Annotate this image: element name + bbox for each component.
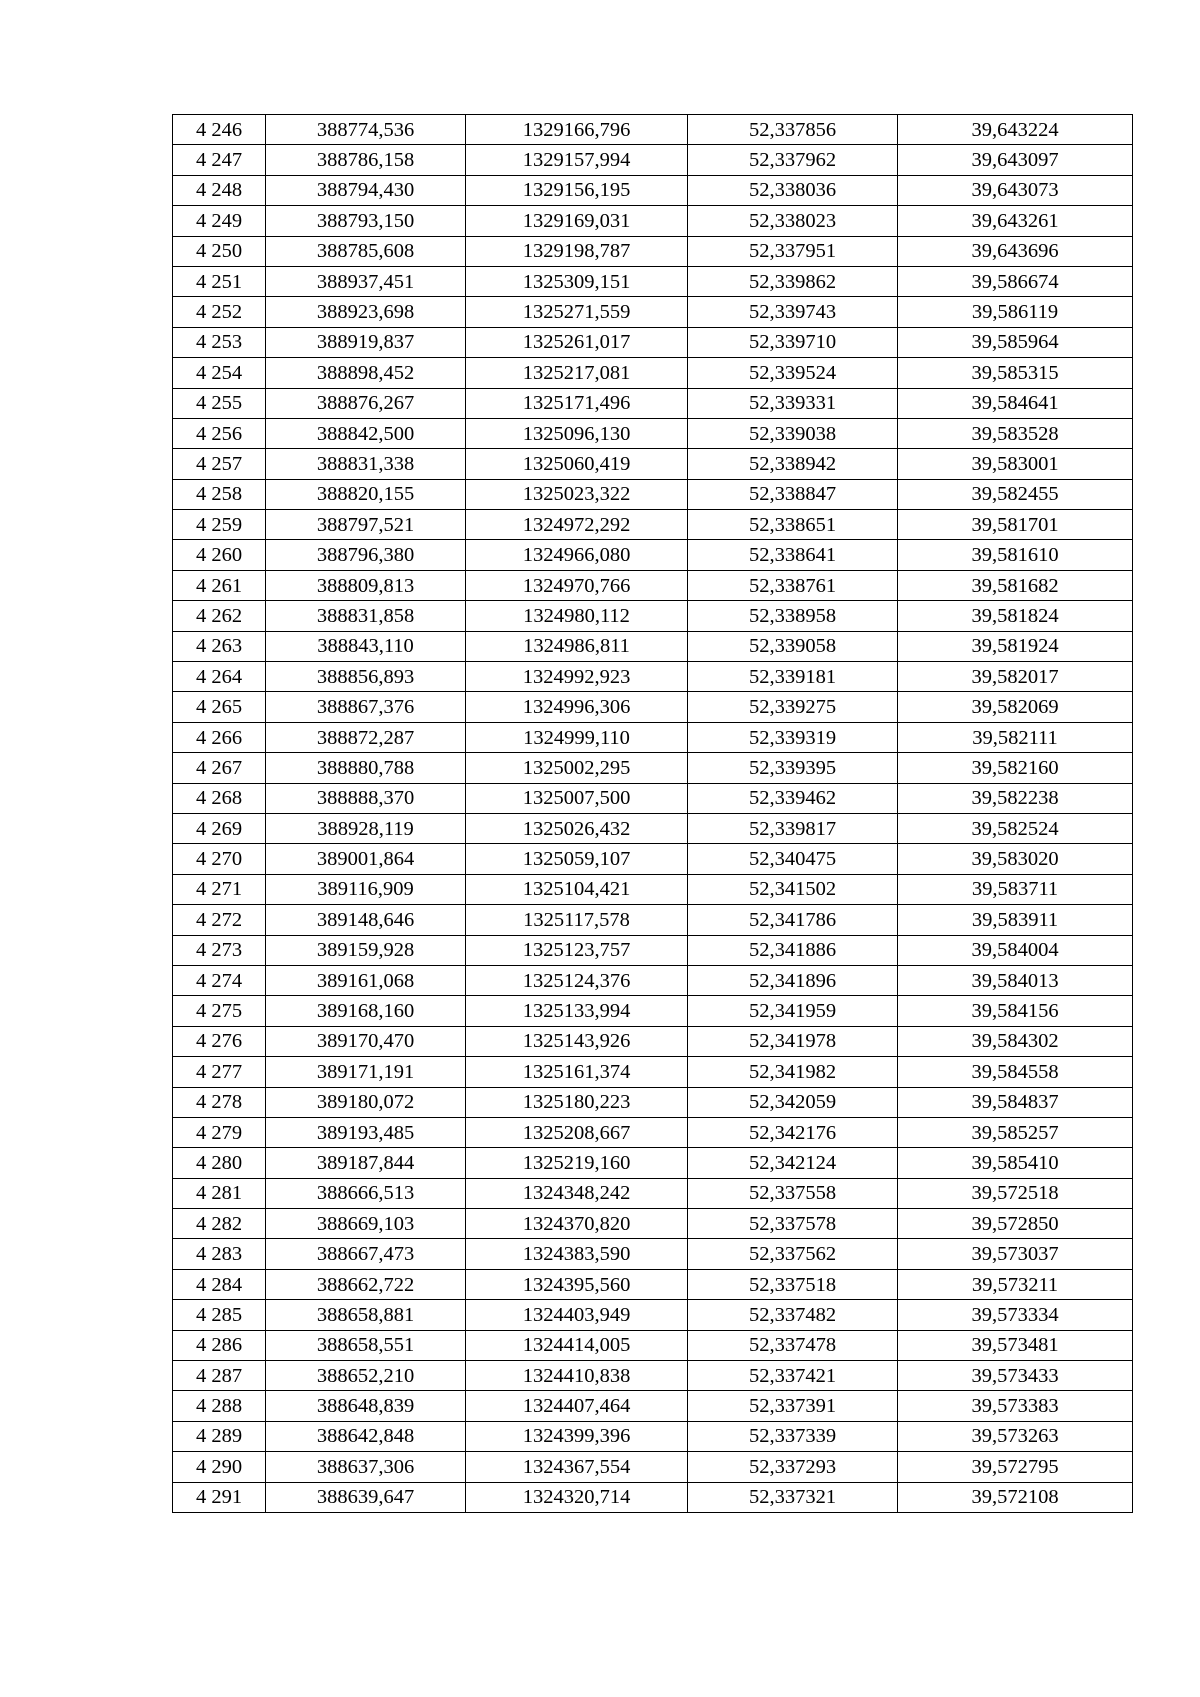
latitude-cell: 52,339058 <box>688 631 898 661</box>
y-coordinate-cell: 1324320,714 <box>466 1482 688 1512</box>
longitude-cell: 39,582017 <box>898 662 1133 692</box>
longitude-cell: 39,583528 <box>898 418 1133 448</box>
longitude-cell: 39,586674 <box>898 266 1133 296</box>
y-coordinate-cell: 1325271,559 <box>466 297 688 327</box>
longitude-cell: 39,585410 <box>898 1148 1133 1178</box>
x-coordinate-cell: 389168,160 <box>266 996 466 1026</box>
table-row <box>173 540 1133 570</box>
point-number-cell: 4 266 <box>173 722 266 752</box>
latitude-cell: 52,337962 <box>688 145 898 175</box>
longitude-cell: 39,573383 <box>898 1391 1133 1421</box>
point-number-cell: 4 263 <box>173 631 266 661</box>
table-row <box>173 206 1133 236</box>
table-row <box>173 115 1133 145</box>
longitude-cell: 39,582069 <box>898 692 1133 722</box>
table-row <box>173 631 1133 661</box>
x-coordinate-cell: 389161,068 <box>266 965 466 995</box>
y-coordinate-cell: 1325023,322 <box>466 479 688 509</box>
y-coordinate-cell: 1324410,838 <box>466 1361 688 1391</box>
y-coordinate-cell: 1325143,926 <box>466 1026 688 1056</box>
table-row <box>173 145 1133 175</box>
longitude-cell: 39,582160 <box>898 753 1133 783</box>
table-row <box>173 1209 1133 1239</box>
latitude-cell: 52,338036 <box>688 175 898 205</box>
y-coordinate-cell: 1324992,923 <box>466 662 688 692</box>
longitude-cell: 39,584156 <box>898 996 1133 1026</box>
y-coordinate-cell: 1325104,421 <box>466 874 688 904</box>
latitude-cell: 52,339331 <box>688 388 898 418</box>
y-coordinate-cell: 1325208,667 <box>466 1117 688 1147</box>
longitude-cell: 39,572518 <box>898 1178 1133 1208</box>
point-number-cell: 4 251 <box>173 266 266 296</box>
x-coordinate-cell: 388642,848 <box>266 1421 466 1451</box>
x-coordinate-cell: 388652,210 <box>266 1361 466 1391</box>
x-coordinate-cell: 388876,267 <box>266 388 466 418</box>
x-coordinate-cell: 389171,191 <box>266 1057 466 1087</box>
table-row <box>173 510 1133 540</box>
point-number-cell: 4 285 <box>173 1300 266 1330</box>
x-coordinate-cell: 388867,376 <box>266 692 466 722</box>
y-coordinate-cell: 1324383,590 <box>466 1239 688 1269</box>
y-coordinate-cell: 1325060,419 <box>466 449 688 479</box>
point-number-cell: 4 279 <box>173 1117 266 1147</box>
x-coordinate-cell: 388666,513 <box>266 1178 466 1208</box>
point-number-cell: 4 290 <box>173 1452 266 1482</box>
point-number-cell: 4 254 <box>173 358 266 388</box>
latitude-cell: 52,341502 <box>688 874 898 904</box>
point-number-cell: 4 246 <box>173 115 266 145</box>
latitude-cell: 52,339038 <box>688 418 898 448</box>
y-coordinate-cell: 1324348,242 <box>466 1178 688 1208</box>
y-coordinate-cell: 1324999,110 <box>466 722 688 752</box>
x-coordinate-cell: 389170,470 <box>266 1026 466 1056</box>
y-coordinate-cell: 1324395,560 <box>466 1269 688 1299</box>
latitude-cell: 52,337482 <box>688 1300 898 1330</box>
longitude-cell: 39,584004 <box>898 935 1133 965</box>
point-number-cell: 4 253 <box>173 327 266 357</box>
x-coordinate-cell: 388786,158 <box>266 145 466 175</box>
x-coordinate-cell: 388785,608 <box>266 236 466 266</box>
table-row <box>173 1269 1133 1299</box>
point-number-cell: 4 276 <box>173 1026 266 1056</box>
y-coordinate-cell: 1329156,195 <box>466 175 688 205</box>
table-row <box>173 874 1133 904</box>
latitude-cell: 52,339462 <box>688 783 898 813</box>
point-number-cell: 4 273 <box>173 935 266 965</box>
table-row <box>173 783 1133 813</box>
table-row <box>173 297 1133 327</box>
table-row <box>173 1148 1133 1178</box>
longitude-cell: 39,643073 <box>898 175 1133 205</box>
x-coordinate-cell: 388648,839 <box>266 1391 466 1421</box>
y-coordinate-cell: 1325261,017 <box>466 327 688 357</box>
table-row <box>173 965 1133 995</box>
latitude-cell: 52,337518 <box>688 1269 898 1299</box>
x-coordinate-cell: 388794,430 <box>266 175 466 205</box>
longitude-cell: 39,583020 <box>898 844 1133 874</box>
y-coordinate-cell: 1325002,295 <box>466 753 688 783</box>
latitude-cell: 52,341886 <box>688 935 898 965</box>
point-number-cell: 4 271 <box>173 874 266 904</box>
latitude-cell: 52,339275 <box>688 692 898 722</box>
longitude-cell: 39,582111 <box>898 722 1133 752</box>
longitude-cell: 39,582238 <box>898 783 1133 813</box>
y-coordinate-cell: 1325171,496 <box>466 388 688 418</box>
longitude-cell: 39,584302 <box>898 1026 1133 1056</box>
longitude-cell: 39,643224 <box>898 115 1133 145</box>
longitude-cell: 39,586119 <box>898 297 1133 327</box>
longitude-cell: 39,585315 <box>898 358 1133 388</box>
longitude-cell: 39,573211 <box>898 1269 1133 1299</box>
table-row <box>173 449 1133 479</box>
longitude-cell: 39,573334 <box>898 1300 1133 1330</box>
longitude-cell: 39,573481 <box>898 1330 1133 1360</box>
longitude-cell: 39,581924 <box>898 631 1133 661</box>
table-row <box>173 722 1133 752</box>
y-coordinate-cell: 1325096,130 <box>466 418 688 448</box>
x-coordinate-cell: 388919,837 <box>266 327 466 357</box>
coordinates-table-body <box>173 115 1133 1513</box>
y-coordinate-cell: 1325309,151 <box>466 266 688 296</box>
latitude-cell: 52,337558 <box>688 1178 898 1208</box>
table-row <box>173 1026 1133 1056</box>
x-coordinate-cell: 388831,858 <box>266 601 466 631</box>
latitude-cell: 52,337856 <box>688 115 898 145</box>
point-number-cell: 4 252 <box>173 297 266 327</box>
table-row <box>173 1178 1133 1208</box>
table-row <box>173 1421 1133 1451</box>
x-coordinate-cell: 388937,451 <box>266 266 466 296</box>
longitude-cell: 39,582524 <box>898 813 1133 843</box>
y-coordinate-cell: 1324980,112 <box>466 601 688 631</box>
latitude-cell: 52,341896 <box>688 965 898 995</box>
table-row <box>173 236 1133 266</box>
longitude-cell: 39,572850 <box>898 1209 1133 1239</box>
longitude-cell: 39,581610 <box>898 540 1133 570</box>
longitude-cell: 39,572795 <box>898 1452 1133 1482</box>
latitude-cell: 52,337951 <box>688 236 898 266</box>
y-coordinate-cell: 1325059,107 <box>466 844 688 874</box>
y-coordinate-cell: 1325180,223 <box>466 1087 688 1117</box>
latitude-cell: 52,337391 <box>688 1391 898 1421</box>
point-number-cell: 4 281 <box>173 1178 266 1208</box>
x-coordinate-cell: 388928,119 <box>266 813 466 843</box>
table-row <box>173 1391 1133 1421</box>
table-row <box>173 479 1133 509</box>
x-coordinate-cell: 389159,928 <box>266 935 466 965</box>
longitude-cell: 39,583001 <box>898 449 1133 479</box>
y-coordinate-cell: 1325007,500 <box>466 783 688 813</box>
point-number-cell: 4 288 <box>173 1391 266 1421</box>
x-coordinate-cell: 389001,864 <box>266 844 466 874</box>
latitude-cell: 52,338958 <box>688 601 898 631</box>
point-number-cell: 4 274 <box>173 965 266 995</box>
latitude-cell: 52,339862 <box>688 266 898 296</box>
table-row <box>173 327 1133 357</box>
x-coordinate-cell: 388639,647 <box>266 1482 466 1512</box>
table-row <box>173 1482 1133 1512</box>
point-number-cell: 4 256 <box>173 418 266 448</box>
x-coordinate-cell: 388658,551 <box>266 1330 466 1360</box>
longitude-cell: 39,583911 <box>898 905 1133 935</box>
x-coordinate-cell: 388667,473 <box>266 1239 466 1269</box>
y-coordinate-cell: 1325161,374 <box>466 1057 688 1087</box>
coordinates-table <box>172 114 1133 1513</box>
y-coordinate-cell: 1329166,796 <box>466 115 688 145</box>
latitude-cell: 52,337421 <box>688 1361 898 1391</box>
table-row <box>173 388 1133 418</box>
y-coordinate-cell: 1329198,787 <box>466 236 688 266</box>
point-number-cell: 4 248 <box>173 175 266 205</box>
latitude-cell: 52,337478 <box>688 1330 898 1360</box>
longitude-cell: 39,581701 <box>898 510 1133 540</box>
x-coordinate-cell: 388856,893 <box>266 662 466 692</box>
longitude-cell: 39,573433 <box>898 1361 1133 1391</box>
x-coordinate-cell: 388820,155 <box>266 479 466 509</box>
longitude-cell: 39,584558 <box>898 1057 1133 1087</box>
latitude-cell: 52,339181 <box>688 662 898 692</box>
point-number-cell: 4 264 <box>173 662 266 692</box>
y-coordinate-cell: 1324403,949 <box>466 1300 688 1330</box>
table-row <box>173 813 1133 843</box>
point-number-cell: 4 258 <box>173 479 266 509</box>
table-row <box>173 418 1133 448</box>
table-row <box>173 692 1133 722</box>
point-number-cell: 4 259 <box>173 510 266 540</box>
longitude-cell: 39,643097 <box>898 145 1133 175</box>
longitude-cell: 39,643696 <box>898 236 1133 266</box>
y-coordinate-cell: 1324972,292 <box>466 510 688 540</box>
latitude-cell: 52,339710 <box>688 327 898 357</box>
x-coordinate-cell: 388796,380 <box>266 540 466 570</box>
x-coordinate-cell: 389116,909 <box>266 874 466 904</box>
y-coordinate-cell: 1325133,994 <box>466 996 688 1026</box>
table-row <box>173 1087 1133 1117</box>
latitude-cell: 52,339395 <box>688 753 898 783</box>
latitude-cell: 52,338761 <box>688 570 898 600</box>
latitude-cell: 52,339524 <box>688 358 898 388</box>
point-number-cell: 4 260 <box>173 540 266 570</box>
latitude-cell: 52,339817 <box>688 813 898 843</box>
latitude-cell: 52,342059 <box>688 1087 898 1117</box>
x-coordinate-cell: 388774,536 <box>266 115 466 145</box>
point-number-cell: 4 272 <box>173 905 266 935</box>
table-row <box>173 1330 1133 1360</box>
longitude-cell: 39,584837 <box>898 1087 1133 1117</box>
y-coordinate-cell: 1325124,376 <box>466 965 688 995</box>
point-number-cell: 4 282 <box>173 1209 266 1239</box>
point-number-cell: 4 268 <box>173 783 266 813</box>
x-coordinate-cell: 389187,844 <box>266 1148 466 1178</box>
table-row <box>173 662 1133 692</box>
longitude-cell: 39,581682 <box>898 570 1133 600</box>
x-coordinate-cell: 388637,306 <box>266 1452 466 1482</box>
y-coordinate-cell: 1324367,554 <box>466 1452 688 1482</box>
point-number-cell: 4 255 <box>173 388 266 418</box>
table-row <box>173 358 1133 388</box>
table-row <box>173 1239 1133 1269</box>
table-row <box>173 935 1133 965</box>
latitude-cell: 52,338942 <box>688 449 898 479</box>
table-row <box>173 1452 1133 1482</box>
longitude-cell: 39,584013 <box>898 965 1133 995</box>
latitude-cell: 52,338847 <box>688 479 898 509</box>
point-number-cell: 4 277 <box>173 1057 266 1087</box>
y-coordinate-cell: 1324399,396 <box>466 1421 688 1451</box>
table-row <box>173 1057 1133 1087</box>
latitude-cell: 52,341786 <box>688 905 898 935</box>
point-number-cell: 4 270 <box>173 844 266 874</box>
y-coordinate-cell: 1324986,811 <box>466 631 688 661</box>
point-number-cell: 4 280 <box>173 1148 266 1178</box>
x-coordinate-cell: 388843,110 <box>266 631 466 661</box>
y-coordinate-cell: 1329157,994 <box>466 145 688 175</box>
y-coordinate-cell: 1324414,005 <box>466 1330 688 1360</box>
point-number-cell: 4 283 <box>173 1239 266 1269</box>
latitude-cell: 52,338023 <box>688 206 898 236</box>
y-coordinate-cell: 1324996,306 <box>466 692 688 722</box>
latitude-cell: 52,341959 <box>688 996 898 1026</box>
latitude-cell: 52,337293 <box>688 1452 898 1482</box>
table-row <box>173 601 1133 631</box>
x-coordinate-cell: 388898,452 <box>266 358 466 388</box>
x-coordinate-cell: 388669,103 <box>266 1209 466 1239</box>
x-coordinate-cell: 388809,813 <box>266 570 466 600</box>
x-coordinate-cell: 389193,485 <box>266 1117 466 1147</box>
point-number-cell: 4 289 <box>173 1421 266 1451</box>
longitude-cell: 39,585964 <box>898 327 1133 357</box>
table-row <box>173 753 1133 783</box>
x-coordinate-cell: 388872,287 <box>266 722 466 752</box>
longitude-cell: 39,581824 <box>898 601 1133 631</box>
latitude-cell: 52,339743 <box>688 297 898 327</box>
y-coordinate-cell: 1324966,080 <box>466 540 688 570</box>
table-row <box>173 1300 1133 1330</box>
latitude-cell: 52,339319 <box>688 722 898 752</box>
point-number-cell: 4 249 <box>173 206 266 236</box>
y-coordinate-cell: 1325026,432 <box>466 813 688 843</box>
x-coordinate-cell: 389180,072 <box>266 1087 466 1117</box>
y-coordinate-cell: 1325117,578 <box>466 905 688 935</box>
latitude-cell: 52,340475 <box>688 844 898 874</box>
y-coordinate-cell: 1324970,766 <box>466 570 688 600</box>
x-coordinate-cell: 388880,788 <box>266 753 466 783</box>
latitude-cell: 52,338641 <box>688 540 898 570</box>
point-number-cell: 4 284 <box>173 1269 266 1299</box>
point-number-cell: 4 261 <box>173 570 266 600</box>
x-coordinate-cell: 388797,521 <box>266 510 466 540</box>
x-coordinate-cell: 388831,338 <box>266 449 466 479</box>
x-coordinate-cell: 388842,500 <box>266 418 466 448</box>
latitude-cell: 52,338651 <box>688 510 898 540</box>
table-row <box>173 175 1133 205</box>
x-coordinate-cell: 388793,150 <box>266 206 466 236</box>
latitude-cell: 52,337562 <box>688 1239 898 1269</box>
table-row <box>173 266 1133 296</box>
latitude-cell: 52,337321 <box>688 1482 898 1512</box>
x-coordinate-cell: 389148,646 <box>266 905 466 935</box>
longitude-cell: 39,583711 <box>898 874 1133 904</box>
point-number-cell: 4 257 <box>173 449 266 479</box>
latitude-cell: 52,341982 <box>688 1057 898 1087</box>
y-coordinate-cell: 1329169,031 <box>466 206 688 236</box>
longitude-cell: 39,585257 <box>898 1117 1133 1147</box>
latitude-cell: 52,342124 <box>688 1148 898 1178</box>
y-coordinate-cell: 1325123,757 <box>466 935 688 965</box>
table-row <box>173 1117 1133 1147</box>
y-coordinate-cell: 1325217,081 <box>466 358 688 388</box>
point-number-cell: 4 286 <box>173 1330 266 1360</box>
y-coordinate-cell: 1324407,464 <box>466 1391 688 1421</box>
point-number-cell: 4 265 <box>173 692 266 722</box>
point-number-cell: 4 262 <box>173 601 266 631</box>
latitude-cell: 52,341978 <box>688 1026 898 1056</box>
x-coordinate-cell: 388923,698 <box>266 297 466 327</box>
point-number-cell: 4 269 <box>173 813 266 843</box>
longitude-cell: 39,572108 <box>898 1482 1133 1512</box>
latitude-cell: 52,337578 <box>688 1209 898 1239</box>
longitude-cell: 39,573037 <box>898 1239 1133 1269</box>
point-number-cell: 4 250 <box>173 236 266 266</box>
point-number-cell: 4 291 <box>173 1482 266 1512</box>
y-coordinate-cell: 1324370,820 <box>466 1209 688 1239</box>
table-row <box>173 905 1133 935</box>
x-coordinate-cell: 388888,370 <box>266 783 466 813</box>
y-coordinate-cell: 1325219,160 <box>466 1148 688 1178</box>
longitude-cell: 39,582455 <box>898 479 1133 509</box>
table-row <box>173 1361 1133 1391</box>
x-coordinate-cell: 388662,722 <box>266 1269 466 1299</box>
table-row <box>173 844 1133 874</box>
x-coordinate-cell: 388658,881 <box>266 1300 466 1330</box>
longitude-cell: 39,643261 <box>898 206 1133 236</box>
table-row <box>173 570 1133 600</box>
latitude-cell: 52,337339 <box>688 1421 898 1451</box>
longitude-cell: 39,573263 <box>898 1421 1133 1451</box>
latitude-cell: 52,342176 <box>688 1117 898 1147</box>
point-number-cell: 4 287 <box>173 1361 266 1391</box>
point-number-cell: 4 278 <box>173 1087 266 1117</box>
point-number-cell: 4 275 <box>173 996 266 1026</box>
table-row <box>173 996 1133 1026</box>
point-number-cell: 4 267 <box>173 753 266 783</box>
point-number-cell: 4 247 <box>173 145 266 175</box>
longitude-cell: 39,584641 <box>898 388 1133 418</box>
